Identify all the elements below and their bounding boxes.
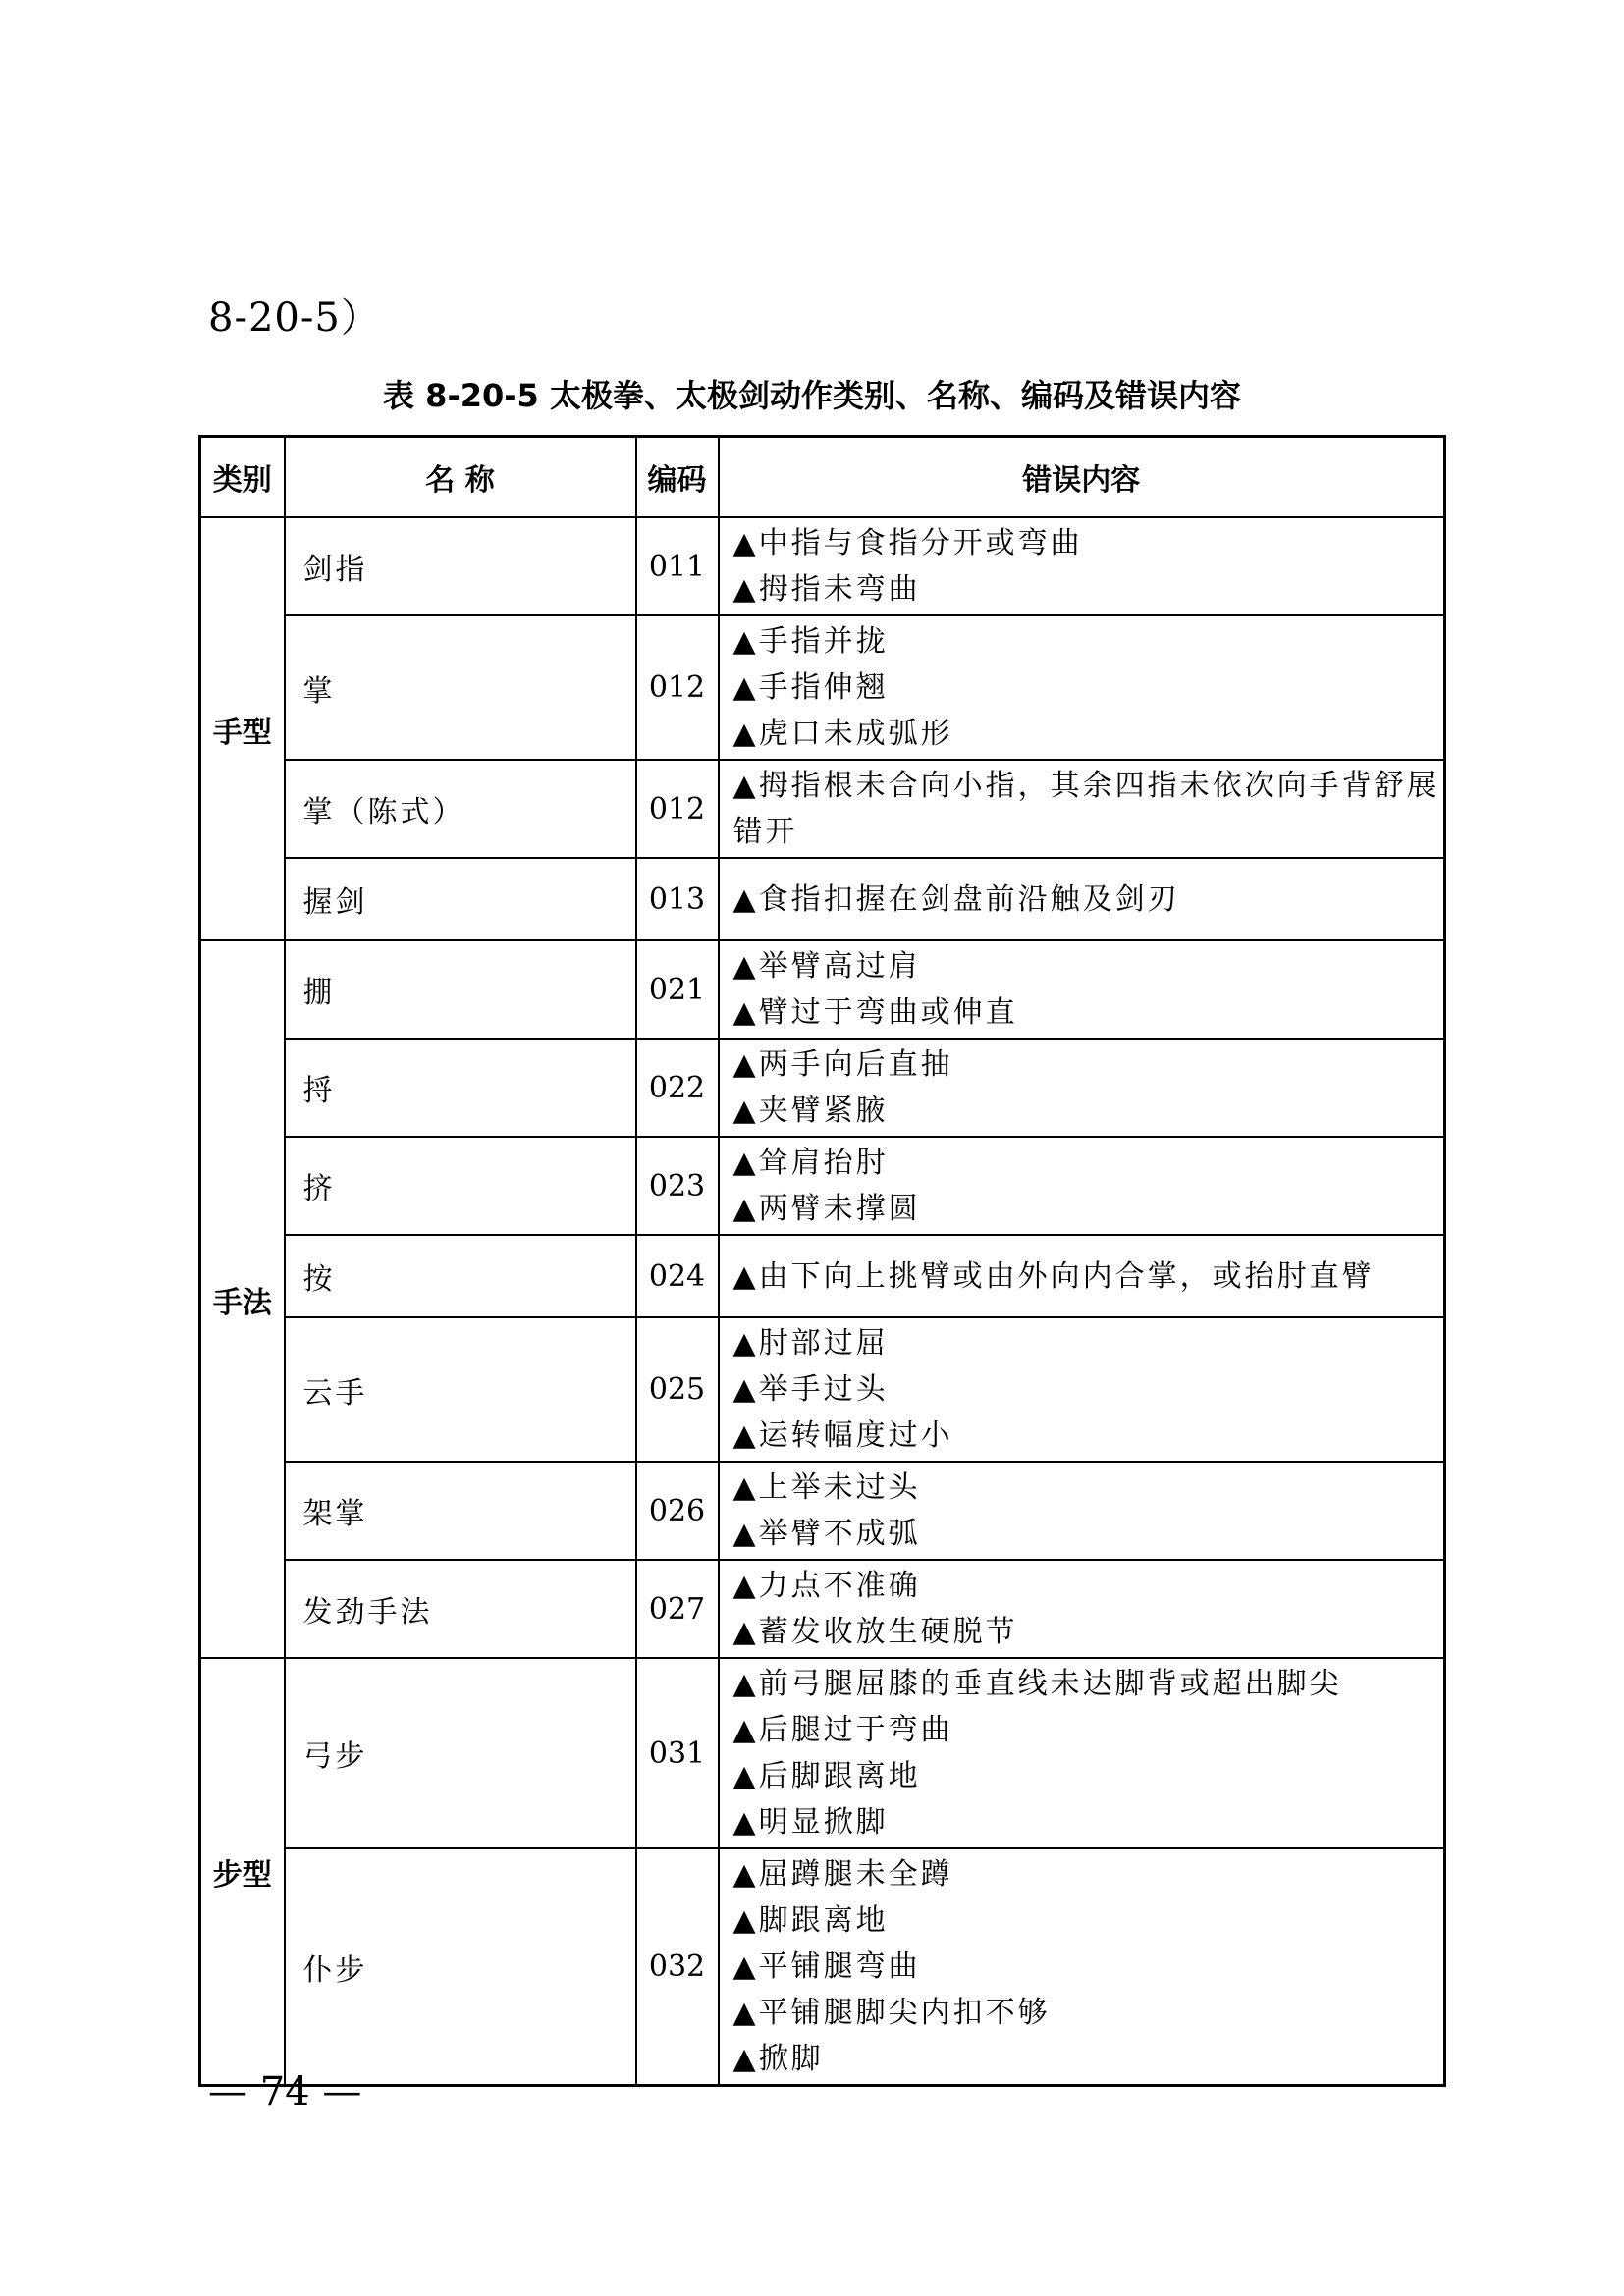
- error-item: ▲前弓腿屈膝的垂直线未达脚背或超出脚尖: [732, 1667, 1342, 1701]
- error-item: ▲举臂不成弧: [732, 1517, 921, 1551]
- error-item: ▲屈蹲腿未全蹲: [732, 1857, 953, 1892]
- action-code-cell: 012: [636, 615, 719, 760]
- error-item: ▲肘部过屈: [732, 1326, 889, 1361]
- error-content-cell: [719, 1848, 1445, 2086]
- error-item: ▲举臂高过肩: [732, 949, 921, 984]
- error-item: ▲举手过头: [732, 1372, 889, 1407]
- error-item: ▲明显掀脚: [732, 1805, 889, 1840]
- action-name-cell: 架掌: [285, 1462, 636, 1560]
- error-content-cell: [719, 760, 1445, 858]
- category-cell: 步型: [200, 1658, 285, 2086]
- continuation-text: 8-20-5）: [208, 295, 381, 341]
- page-number: — 74 —: [208, 2069, 362, 2114]
- action-code-cell: 023: [636, 1137, 719, 1235]
- table-header-row: [200, 437, 1445, 518]
- error-item: ▲掀脚: [732, 2042, 824, 2076]
- table-row: [200, 760, 1445, 858]
- action-code-cell: 032: [636, 1848, 719, 2086]
- table-row: [200, 858, 1445, 940]
- action-code-cell: 025: [636, 1317, 719, 1462]
- table-row: [200, 1658, 1445, 1848]
- error-item: ▲夹臂紧腋: [732, 1094, 889, 1128]
- error-table: [198, 435, 1446, 2087]
- table-row: [200, 517, 1445, 615]
- error-item: ▲拇指未弯曲: [732, 572, 921, 607]
- error-content-cell: [719, 615, 1445, 760]
- action-code-cell: 026: [636, 1462, 719, 1560]
- action-name-cell: 弓步: [285, 1658, 636, 1848]
- table-row: [200, 1235, 1445, 1317]
- error-content-cell: [719, 517, 1445, 615]
- action-name-cell: 挤: [285, 1137, 636, 1235]
- error-item: ▲后脚跟离地: [732, 1759, 921, 1793]
- action-name-cell: 发劲手法: [285, 1560, 636, 1658]
- table-row: [200, 1317, 1445, 1462]
- action-name-cell: 握剑: [285, 858, 636, 940]
- header-name: 名 称: [285, 437, 636, 518]
- table-row: [200, 1848, 1445, 2086]
- action-name-cell: 掤: [285, 940, 636, 1039]
- error-item: ▲运转幅度过小: [732, 1418, 953, 1453]
- error-item: ▲平铺腿弯曲: [732, 1949, 921, 1984]
- error-item: ▲平铺腿脚尖内扣不够: [732, 1996, 1051, 2030]
- table-row: [200, 940, 1445, 1039]
- category-cell: 手法: [200, 940, 285, 1658]
- error-item: ▲蓄发收放生硬脱节: [732, 1615, 1018, 1649]
- action-code-cell: 011: [636, 517, 719, 615]
- table-caption: 表 8-20-5 太极拳、太极剑动作类别、名称、编码及错误内容: [383, 377, 1241, 414]
- table-row: [200, 615, 1445, 760]
- action-code-cell: 024: [636, 1235, 719, 1317]
- error-item: ▲上举未过头: [732, 1470, 921, 1505]
- error-item: ▲两手向后直抽: [732, 1047, 953, 1082]
- error-content-cell: [719, 1039, 1445, 1137]
- error-item: ▲手指并拢: [732, 624, 889, 659]
- table-row: [200, 1560, 1445, 1658]
- error-item: ▲中指与食指分开或弯曲: [732, 526, 1083, 561]
- action-name-cell: 云手: [285, 1317, 636, 1462]
- error-content-cell: [719, 1137, 1445, 1235]
- action-code-cell: 013: [636, 858, 719, 940]
- error-item: ▲脚跟离地: [732, 1903, 889, 1938]
- error-item: ▲手指伸翘: [732, 670, 889, 705]
- error-item: 错开: [732, 815, 798, 849]
- error-content-cell: [719, 1235, 1445, 1317]
- table-row: [200, 1039, 1445, 1137]
- error-content-cell: [719, 940, 1445, 1039]
- error-content-cell: [719, 1317, 1445, 1462]
- action-name-cell: 剑指: [285, 517, 636, 615]
- error-item: ▲虎口未成弧形: [732, 717, 953, 751]
- action-name-cell: 掌: [285, 615, 636, 760]
- action-code-cell: 031: [636, 1658, 719, 1848]
- error-item: ▲拇指根未合向小指，其余四指未依次向手背舒展: [732, 769, 1439, 803]
- error-item: ▲臂过于弯曲或伸直: [732, 995, 1018, 1030]
- error-item: ▲力点不准确: [732, 1569, 921, 1603]
- category-cell: 手型: [200, 517, 285, 940]
- action-code-cell: 022: [636, 1039, 719, 1137]
- action-name-cell: 捋: [285, 1039, 636, 1137]
- action-code-cell: 021: [636, 940, 719, 1039]
- action-name-cell: 按: [285, 1235, 636, 1317]
- error-content-cell: [719, 1560, 1445, 1658]
- action-code-cell: 012: [636, 760, 719, 858]
- action-code-cell: 027: [636, 1560, 719, 1658]
- header-code: 编码: [636, 437, 719, 518]
- error-item: ▲耸肩抬肘: [732, 1146, 889, 1180]
- error-item: ▲两臂未撑圆: [732, 1192, 921, 1226]
- header-errors: 错误内容: [719, 437, 1445, 518]
- table-row: [200, 1137, 1445, 1235]
- error-content-cell: [719, 858, 1445, 940]
- action-name-cell: 仆步: [285, 1848, 636, 2086]
- error-content-cell: [719, 1658, 1445, 1848]
- error-content-cell: [719, 1462, 1445, 1560]
- action-name-cell: 掌（陈式）: [285, 760, 636, 858]
- table-row: [200, 1462, 1445, 1560]
- error-item: ▲由下向上挑臂或由外向内合掌，或抬肘直臂: [732, 1258, 1375, 1294]
- header-category: 类别: [200, 437, 285, 518]
- error-item: ▲后腿过于弯曲: [732, 1713, 953, 1747]
- error-item: ▲食指扣握在剑盘前沿触及剑刃: [732, 881, 1180, 917]
